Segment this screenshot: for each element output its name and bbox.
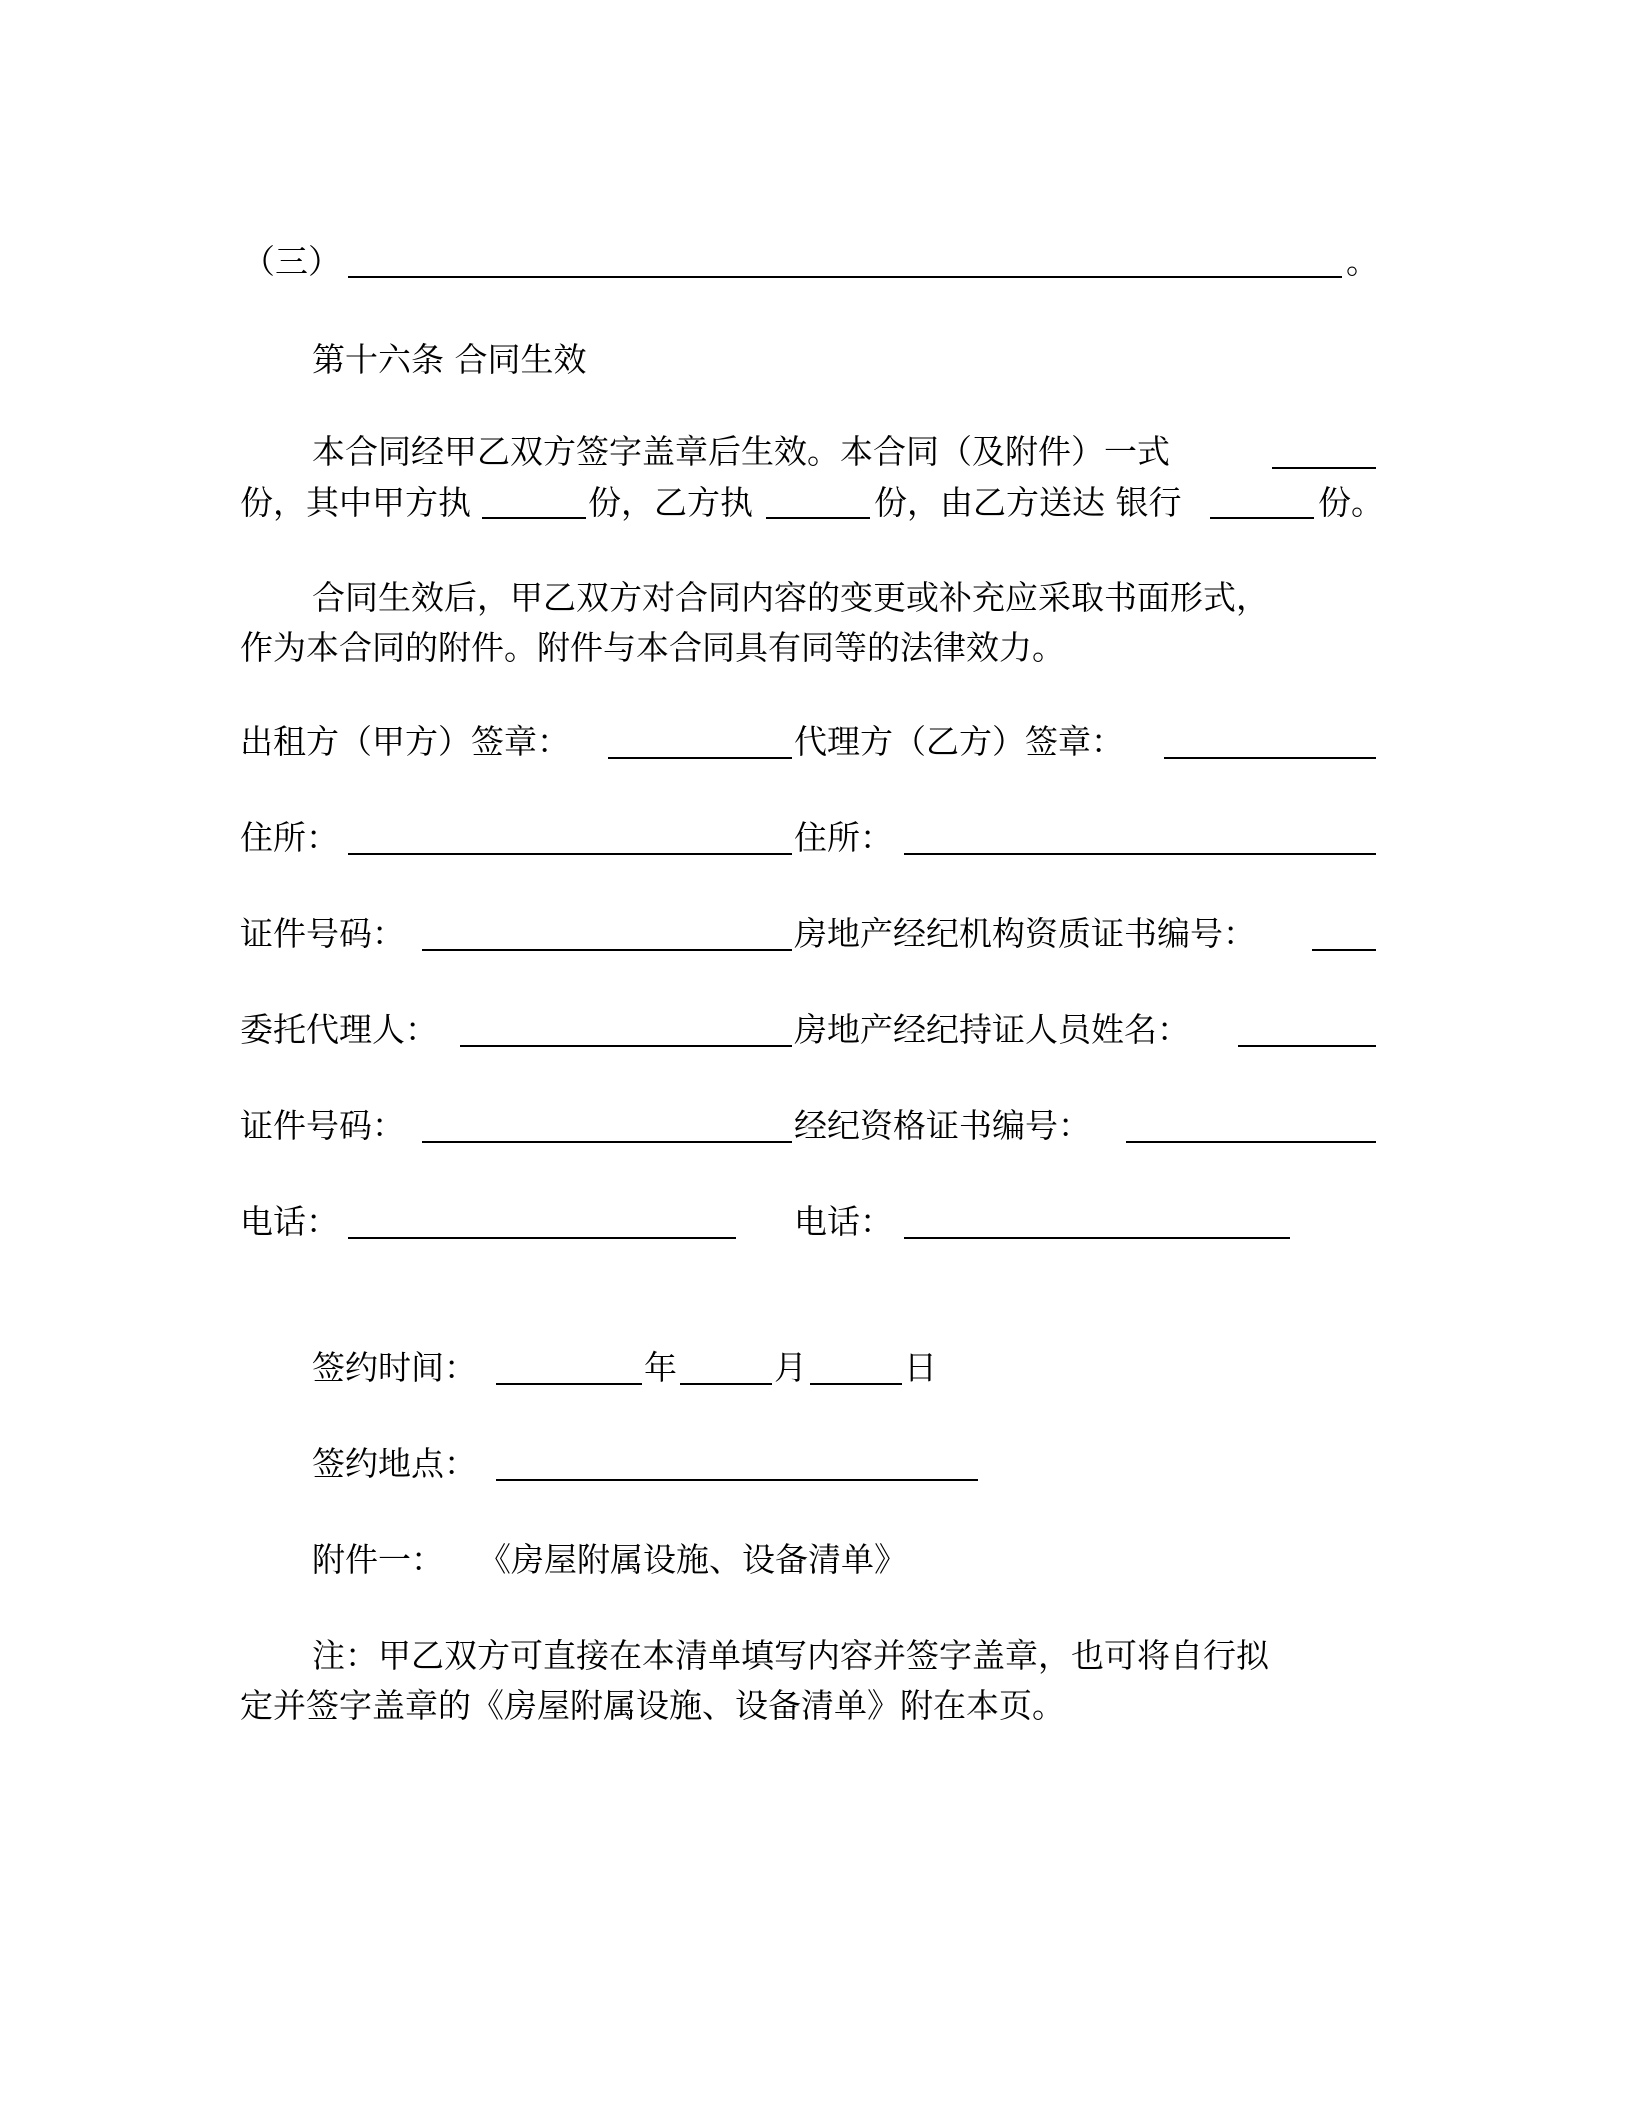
signing-day-field[interactable] bbox=[810, 1383, 902, 1385]
signing-place-field[interactable] bbox=[496, 1479, 978, 1481]
agent-address-field[interactable] bbox=[904, 853, 1376, 855]
year-label: 年 bbox=[644, 1348, 677, 1387]
broker-name-label: 房地产经纪持证人员姓名： bbox=[794, 1010, 1190, 1049]
paragraph-effect-line1: 本合同经甲乙双方签字盖章后生效。本合同（及附件）一式 bbox=[312, 432, 1170, 471]
attachment-note-line2: 定并签字盖章的《房屋附属设施、设备清单》附在本页。 bbox=[240, 1686, 1065, 1725]
month-label: 月 bbox=[774, 1348, 807, 1387]
attachment-title: 《房屋附属设施、设备清单》 bbox=[478, 1540, 907, 1579]
party-a-copies-blank[interactable] bbox=[482, 517, 586, 519]
paragraph-effect-text-b: 份，乙方执 bbox=[588, 483, 753, 522]
signing-month-field[interactable] bbox=[680, 1383, 772, 1385]
attachment-label: 附件一： bbox=[312, 1540, 444, 1579]
agent-seal-label: 代理方（乙方）签章： bbox=[794, 722, 1124, 761]
qualification-cert-label: 经纪资格证书编号： bbox=[794, 1106, 1091, 1145]
lessor-seal-field[interactable] bbox=[608, 757, 792, 759]
signing-year-field[interactable] bbox=[496, 1383, 642, 1385]
qualification-cert-field[interactable] bbox=[1126, 1141, 1376, 1143]
day-label: 日 bbox=[904, 1348, 937, 1387]
lessor-address-field[interactable] bbox=[348, 853, 792, 855]
article-heading: 第十六条 合同生效 bbox=[312, 340, 587, 379]
agent-phone-label: 电话： bbox=[794, 1202, 893, 1241]
paragraph-effect-text-a: 份，其中甲方执 bbox=[240, 483, 471, 522]
signing-time-label: 签约时间： bbox=[312, 1348, 477, 1387]
agent-phone-field[interactable] bbox=[904, 1237, 1290, 1239]
lessor-id-label: 证件号码： bbox=[240, 914, 405, 953]
lessor-phone-field[interactable] bbox=[348, 1237, 736, 1239]
item-three-prefix: （三） bbox=[242, 242, 341, 281]
paragraph-amend-line2: 作为本合同的附件。附件与本合同具有同等的法律效力。 bbox=[240, 628, 1065, 667]
item-three-suffix: 。 bbox=[1346, 242, 1379, 281]
agency-cert-label: 房地产经纪机构资质证书编号： bbox=[794, 914, 1256, 953]
party-b-copies-blank[interactable] bbox=[766, 517, 870, 519]
agent-seal-field[interactable] bbox=[1164, 757, 1376, 759]
item-three-blank[interactable] bbox=[348, 276, 1342, 278]
paragraph-effect-text-d: 份。 bbox=[1318, 483, 1384, 522]
entrusted-agent-field[interactable] bbox=[460, 1045, 792, 1047]
attachment-note-line1: 注：甲乙双方可直接在本清单填写内容并签字盖章，也可将自行拟 bbox=[312, 1636, 1269, 1675]
agent-address-label: 住所： bbox=[794, 818, 893, 857]
lessor-address-label: 住所： bbox=[240, 818, 339, 857]
broker-name-field[interactable] bbox=[1238, 1045, 1376, 1047]
lessor-id-field[interactable] bbox=[422, 949, 792, 951]
paragraph-amend-line1: 合同生效后，甲乙双方对合同内容的变更或补充应采取书面形式， bbox=[312, 578, 1269, 617]
copies-total-blank[interactable] bbox=[1272, 467, 1376, 469]
paragraph-effect-text-c: 份，由乙方送达 银行 bbox=[874, 483, 1182, 522]
entrusted-agent-label: 委托代理人： bbox=[240, 1010, 438, 1049]
agency-cert-field[interactable] bbox=[1312, 949, 1376, 951]
lessor-phone-label: 电话： bbox=[240, 1202, 339, 1241]
agent-id-field[interactable] bbox=[422, 1141, 792, 1143]
signing-place-label: 签约地点： bbox=[312, 1444, 477, 1483]
lessor-seal-label: 出租方（甲方）签章： bbox=[240, 722, 570, 761]
bank-copies-blank[interactable] bbox=[1210, 517, 1314, 519]
agent-id-label: 证件号码： bbox=[240, 1106, 405, 1145]
